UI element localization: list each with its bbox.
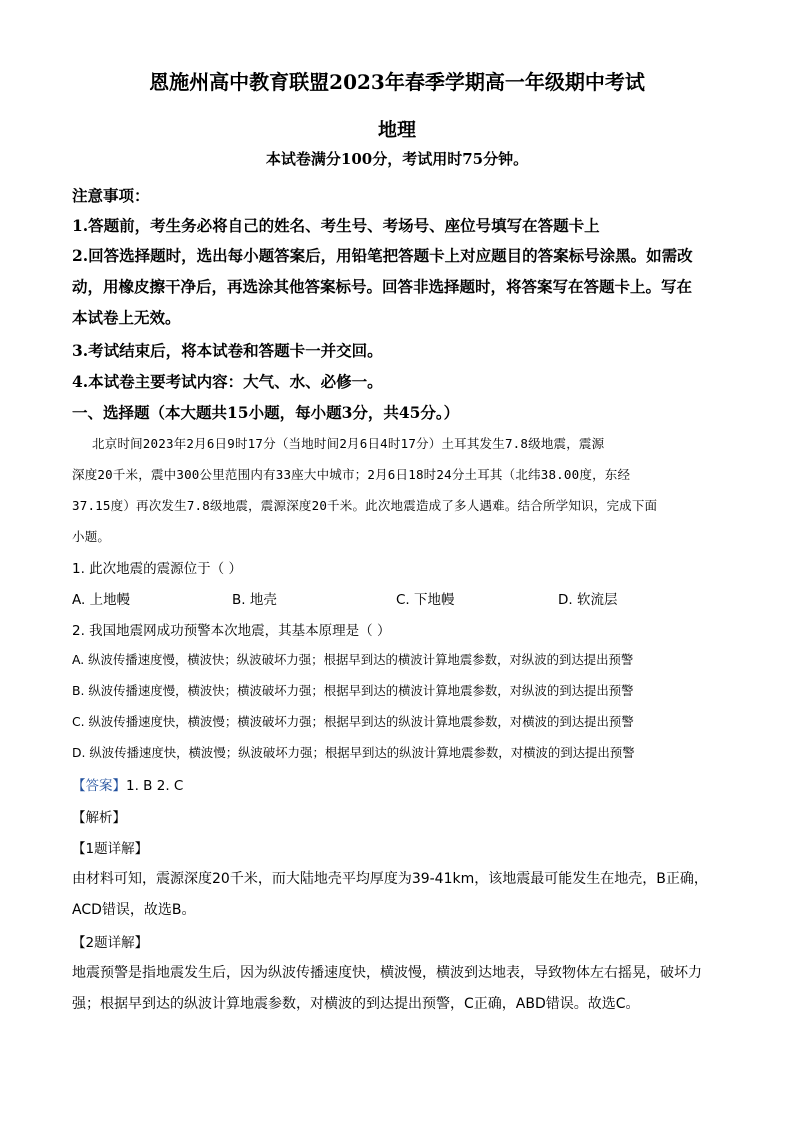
question-2-option-c: C. 纵波传播速度快，横波慢；横波破坏力强；根据早到达的纵波计算地震参数，对横波的到达提出预警 [72,714,634,729]
answer-line [72,774,183,794]
notice-line: 本试卷上无效。 [72,308,181,327]
exam-title: 恩施州高中教育联盟2023年春季学期高一年级期中考试 [149,70,645,94]
notice-line: 1.答题前，考生务必将自己的姓名、考生号、考场号、座位号填写在答题卡上 [72,216,600,235]
material-line: 深度20千米，震中300公里范围内有33座大中城市；2月6日18时24分土耳其（北纬38.00度，东经 [72,467,631,482]
notices-heading: 注意事项： [72,186,150,205]
notice-line: 2.回答选择题时，选出每小题答案后，用铅笔把答题卡上对应题目的答案标号涂黑。如需改 [72,246,693,265]
detail-2-line: 地震预警是指地震发生后，因为纵波传播速度快，横波慢，横波到达地表，导致物体左右摇晃，破坏力 [72,965,702,981]
question-1-option-d: D. 软流层 [558,592,618,608]
question-1-option-b: B. 地壳 [232,592,277,608]
question-1-option-c: C. 下地幔 [396,592,455,608]
material-line: 小题。 [72,529,111,544]
notice-line: 4.本试卷主要考试内容：大气、水、必修一。 [72,372,383,391]
detail-1-tag: 【1题详解】 [72,841,149,857]
question-1-stem: 1. 此次地震的震源位于（ ） [72,561,242,577]
material-line: 37.15度）再次发生7.8级地震，震源深度20千米。此次地震造成了多人遇难。结合所学知识，完成下面 [72,498,658,513]
detail-2-tag: 【2题详解】 [72,935,149,951]
question-2-stem: 2. 我国地震网成功预警本次地震，其基本原理是（ ） [72,623,391,639]
notice-line: 动，用橡皮擦干净后，再选涂其他答案标号。回答非选择题时，将答案写在答题卡上。写在 [72,277,693,296]
question-2-option-d: D. 纵波传播速度快，横波慢；纵波破坏力强；根据早到达的纵波计算地震参数，对横波的到达提出预警 [72,745,635,760]
analysis-tag: 【解析】 [72,810,126,826]
detail-1-line: 由材料可知，震源深度20千米，而大陆地壳平均厚度为39-41km，该地震最可能发生在地壳，B正确， [72,871,708,887]
subject-title: 地理 [377,119,416,141]
question-1-option-a: A. 上地幔 [72,592,131,608]
section-heading: 一、选择题（本大题共15小题，每小题3分，共45分。） [72,403,460,422]
question-2-option-a: A. 纵波传播速度慢，横波快；纵波破坏力强；根据早到达的横波计算地震参数，对纵波的到达提出预警 [72,652,634,667]
detail-2-line: 强；根据早到达的纵波计算地震参数，对横波的到达提出预警，C正确，ABD错误。故选C。 [72,996,640,1012]
question-2-option-b: B. 纵波传播速度慢，横波快；横波破坏力强；根据早到达的横波计算地震参数，对纵波的到达提出预警 [72,683,634,698]
detail-1-line: ACD错误，故选B。 [72,902,196,918]
exam-note: 本试卷满分100分，考试用时75分钟。 [265,150,529,168]
material-line: 北京时间2023年2月6日9时17分（当地时间2月6日4时17分）土耳其发生7.8级地震，震源 [92,436,605,451]
answer-text: 1. B 2. C [126,778,184,794]
notice-line: 3.考试结束后，将本试卷和答题卡一并交回。 [72,341,383,360]
answer-tag: 【答案】 [72,778,126,794]
